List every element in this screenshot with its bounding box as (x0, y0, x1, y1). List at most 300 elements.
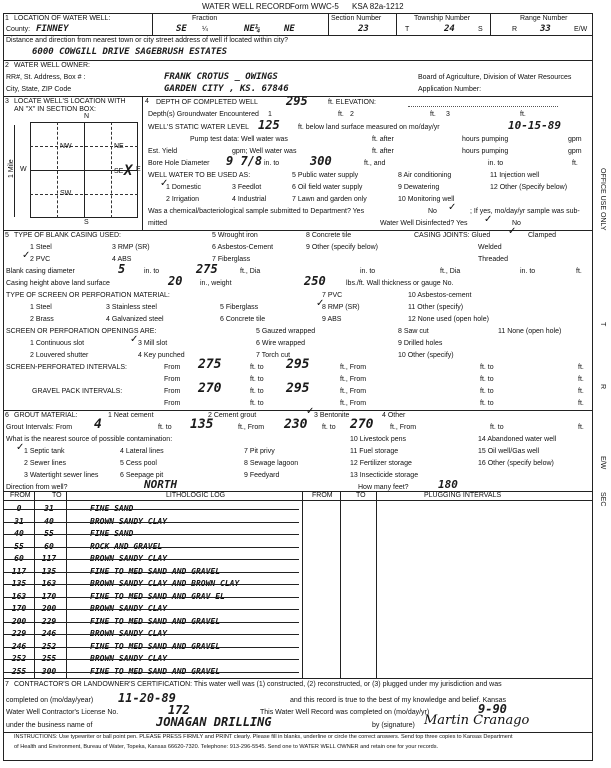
log-to: 246 (41, 629, 57, 638)
use-7: 7 Lawn and garden only (292, 196, 367, 203)
table-row (4, 516, 299, 527)
contam-12: 12 Fertilizer storage (350, 460, 412, 467)
fraction-1: SE (176, 24, 187, 34)
opening-11: 11 None (open hole) (498, 328, 562, 335)
gw-2: 2 (350, 111, 354, 118)
yield-gpm: gpm; Well water was (232, 148, 297, 155)
s1-number: 1 (5, 15, 9, 22)
weight-label: in., weight (200, 280, 232, 287)
casing-clamped: Clamped (528, 232, 557, 239)
record-label: This Water Well Record was completed on (mo/day/yr) (260, 709, 430, 716)
log-to: 117 (41, 554, 57, 563)
log-h-from2: FROM (312, 492, 333, 499)
casing-6: 6 Asbestos-Cement (212, 244, 274, 251)
use-11: 11 Injection well (490, 172, 540, 179)
spi-ft-end: ft. (578, 364, 584, 371)
use-label: WELL WATER TO BE USED AS: (148, 172, 251, 179)
static-value: 125 (258, 118, 280, 132)
diam-in-to-3: in. to (520, 268, 536, 275)
side-sec: SEC (599, 492, 606, 507)
township-value: 24 (444, 24, 455, 34)
gw-label: Depth(s) Groundwater Encountered (148, 111, 259, 118)
contam-14: 14 Abandoned water well (478, 436, 557, 443)
grid-s: S (84, 219, 89, 226)
form-number: Form WWC-5 (290, 2, 339, 11)
grout-1: 1 Neat cement (108, 412, 154, 419)
gi-ft-to-1: ft. to (158, 424, 172, 431)
completed-label: completed on (mo/day/year) (6, 697, 94, 704)
log-description: BROWN SANDY CLAY (90, 629, 168, 638)
opening-2: 2 Louvered shutter (30, 352, 89, 359)
contam-11: 11 Fuel storage (350, 448, 399, 455)
chem-no-checkmark-icon: ✓ (448, 202, 457, 213)
diam-ft-dia: ft., Dia (240, 268, 261, 275)
log-h-to: TO (52, 492, 62, 499)
log-to: 60 (44, 541, 54, 551)
pump-label: Pump test data: Well water was (190, 136, 288, 143)
opening-3: 3 Mill slot (138, 340, 168, 347)
pump-hours: hours pumping (462, 136, 509, 143)
table-row (4, 666, 299, 677)
log-description: FINE SAND (90, 504, 134, 513)
s7-number: 7 (5, 681, 9, 688)
fraction-label: Fraction (192, 15, 218, 22)
range-value: 33 (540, 24, 551, 34)
log-from: 117 (11, 566, 27, 576)
range-ew: E/W (574, 26, 588, 33)
gp-ft-from-2: ft., From (340, 388, 367, 395)
gw-1-ft: ft. (338, 111, 344, 118)
spi-ft-from-4: ft., From (340, 376, 367, 383)
log-underline (4, 659, 299, 660)
bentonite-checkmark-icon: ✓ (306, 406, 315, 417)
completed-value: 11-20-89 (118, 691, 176, 705)
chem-label: Was a chemical/bacteriological sample submitted to Department? Yes (148, 208, 365, 215)
owner-value: FRANK CROTUS _ OWINGS (164, 72, 278, 82)
instructions-2: of Health and Environment, Bureau of Water, Topeka, Kansas 66620-7320. Telephone: 913-296-5545. Send one to WATER WELL OWNER and retain one for your records. (14, 744, 439, 750)
bore-in-to: in. to (264, 160, 280, 167)
log-h-from: FROM (10, 492, 31, 499)
log-description: FINE SAND (90, 529, 134, 538)
cert-line-1: CONTRACTOR'S OR LANDOWNER'S CERTIFICATION: This water well was (1) constructed, (2) reconstructed, or (3) plugged under my jurisdiction and was (14, 681, 502, 688)
license-label: Water Well Contractor's License No. (6, 709, 119, 716)
log-underline (4, 534, 299, 535)
grid-e: E (136, 166, 141, 173)
gi-ft-from-2: ft., From (238, 424, 265, 431)
use-4: 4 Industrial (232, 196, 267, 203)
chem-mitted: mitted (148, 220, 168, 227)
log-description: FINE TO MED SAND AND GRAVEL (90, 566, 221, 576)
log-underline (4, 597, 299, 598)
screen-2: 2 Brass (30, 316, 54, 323)
fraction-3: NE (284, 24, 295, 34)
log-description: BROWN SANDY CLAY (90, 516, 168, 526)
contam-13: 13 Insecticide storage (350, 472, 419, 479)
height-value: 20 (168, 274, 183, 288)
use-8: 8 Air conditioning (398, 172, 452, 179)
s3-label: LOCATE WELL'S LOCATION WITH (14, 98, 126, 105)
use-1-checkmark-icon: ✓ (160, 178, 169, 189)
opening-5: 5 Gauzed wrapped (256, 328, 316, 335)
contam-7: 7 Pit privy (244, 448, 275, 455)
septic-checkmark-icon: ✓ (16, 442, 25, 453)
distance-label: Distance and direction from nearest town or city street address of well if located within city? (6, 37, 289, 44)
s2-label: WATER WELL OWNER: (14, 62, 90, 69)
weight-value: 250 (304, 274, 326, 288)
gp-ft-from-4: ft., From (340, 400, 367, 407)
log-underline (4, 634, 299, 635)
log-underline (4, 547, 299, 548)
gi-to-2: 270 (350, 417, 374, 432)
s6-number: 6 (5, 412, 9, 419)
spi-ft-end-2: ft. (578, 376, 584, 383)
spi-from-3-label: From (164, 376, 181, 383)
table-row (4, 616, 299, 627)
dir-value: NORTH (144, 478, 178, 491)
diam-to-value: 275 (196, 262, 218, 276)
screen-7: 7 PVC (322, 292, 343, 299)
use-6: 6 Oil field water supply (292, 184, 363, 191)
log-underline (4, 672, 299, 673)
spi-from-value: 275 (198, 357, 222, 372)
gp-ft-end-2: ft. (578, 400, 584, 407)
casing-1: 1 Steel (30, 244, 52, 251)
log-description: FINE TO MED SAND AND GRAV EL (90, 591, 225, 601)
grid-mile: 1 Mile (8, 159, 15, 178)
diam-ft-end: ft. (576, 268, 582, 275)
use-1: 1 Domestic (166, 184, 202, 191)
contam-8: 8 Sewage lagoon (244, 460, 299, 467)
casing-9: 9 Other (specify below) (306, 244, 378, 251)
table-row (4, 541, 299, 552)
application-label: Application Number: (418, 86, 482, 93)
diam-in-to-2: in. to (360, 268, 376, 275)
table-row (4, 628, 299, 639)
city-label: City, State, ZIP Code (6, 86, 72, 93)
table-row (4, 566, 299, 577)
many-value: 180 (438, 478, 458, 491)
grid-w: W (20, 166, 27, 173)
business-label: under the business name of (6, 722, 93, 729)
chem-if-yes: ; If yes, mo/day/yr sample was sub- (470, 208, 580, 215)
table-row (4, 603, 299, 614)
range-r: R (512, 26, 518, 33)
log-h-litho: LITHOLOGIC LOG (166, 492, 226, 499)
casing-joints-label: CASING JOINTS: Glued (414, 232, 491, 239)
spi-ft-to-1: ft. to (250, 364, 264, 371)
static-date: 10-15-89 (508, 119, 561, 132)
gp-ft-to-4: ft. to (480, 400, 494, 407)
casing-7: 7 Fiberglass (212, 256, 251, 263)
screen-5: 5 Fiberglass (220, 304, 259, 311)
license-value: 172 (168, 703, 190, 717)
gi-ft-from-3: ft., From (390, 424, 417, 431)
section-value: 23 (358, 24, 369, 34)
log-from: 40 (14, 529, 24, 538)
log-to: 229 (41, 616, 57, 626)
log-h-plug: PLUGGING INTERVALS (424, 492, 502, 499)
casing-5: 5 Wrought iron (212, 232, 258, 239)
log-underline (4, 584, 299, 585)
static-label: WELL'S STATIC WATER LEVEL (148, 124, 250, 131)
range-label: Range Number (520, 15, 568, 22)
contam-6: 6 Seepage pit (120, 472, 164, 479)
log-from: 31 (14, 516, 24, 526)
use-3: 3 Feedlot (232, 184, 262, 191)
use-2: 2 Irrigation (166, 196, 200, 203)
s2-number: 2 (5, 62, 9, 69)
log-to: 55 (44, 529, 54, 538)
screen-9: 9 ABS (322, 316, 342, 323)
static-rest: ft. below land surface measured on mo/day/yr (298, 124, 440, 131)
log-description: FINE TO MED SAND AND GRAVEL (90, 616, 221, 626)
screen-10: 10 Asbestos-cement (408, 292, 472, 299)
use-12: 12 Other (Specify below) (490, 184, 568, 191)
diam-in-to: in. to (144, 268, 160, 275)
section-label: Section Number (331, 15, 382, 22)
diam-ft-dia-2: ft., Dia (440, 268, 461, 275)
gi-label: Grout Intervals: From (6, 424, 73, 431)
log-from: 163 (11, 591, 27, 601)
log-to: 31 (44, 504, 54, 513)
gi-ft-end: ft. (578, 424, 584, 431)
log-underline (4, 522, 299, 523)
screen-4: 4 Galvanized steel (106, 316, 164, 323)
contam-9: 9 Feedyard (244, 472, 280, 479)
record-date: 9-90 (478, 702, 507, 716)
use-5: 5 Public water supply (292, 172, 359, 179)
casing-pvc-checkmark-icon: ✓ (22, 250, 31, 261)
gw-2-ft: ft. (430, 111, 436, 118)
diam-value: 5 (118, 262, 126, 276)
bore-in-to-2: in. to (488, 160, 504, 167)
ksa-number: KSA 82a-1212 (352, 2, 404, 11)
contam-label: What is the nearest source of possible contamination: (6, 436, 173, 443)
gp-to-value: 295 (286, 381, 310, 396)
spi-ft-from-2: ft., From (340, 364, 367, 371)
spi-from-1-label: From (164, 364, 181, 371)
casing-4: 4 ABS (112, 256, 132, 263)
gi-ft-to-2: ft. to (322, 424, 336, 431)
log-from: 60 (14, 554, 24, 563)
log-from: 252 (11, 654, 27, 663)
grout-4: 4 Other (382, 412, 406, 419)
true-rest: and this record is true to the best of my knowledge and belief. Kansas (290, 697, 506, 704)
dir-label: Direction from well? (6, 484, 68, 491)
table-row (4, 553, 299, 564)
grid-ne: NE (114, 143, 124, 150)
opening-6: 6 Wire wrapped (256, 340, 306, 347)
table-row (4, 653, 299, 664)
screen-rmp-checkmark-icon: ✓ (316, 298, 325, 309)
gi-from-2: 230 (284, 417, 308, 432)
height-label: Casing height above land surface (6, 280, 110, 287)
spi-ft-to-4: ft. to (480, 376, 494, 383)
opening-7: 7 Torch cut (256, 352, 291, 359)
casing-label: TYPE OF BLANK CASING USED: (14, 232, 121, 239)
s4-number: 4 (145, 98, 149, 105)
log-to: 40 (44, 516, 54, 526)
yield-label: Est. Yield (148, 148, 178, 155)
diam-label: Blank casing diameter (6, 268, 75, 275)
s1-label: LOCATION OF WATER WELL: (14, 15, 111, 22)
log-from: 55 (14, 541, 24, 551)
table-row (4, 641, 299, 652)
signature: Martin Cranago (424, 713, 530, 728)
log-to: 170 (41, 591, 57, 601)
screen-label: TYPE OF SCREEN OR PERFORATION MATERIAL: (6, 292, 170, 299)
pump-after: ft. after (372, 136, 394, 143)
log-underline (4, 609, 299, 610)
log-from: 170 (11, 604, 27, 613)
bore-ft-and: ft., and (364, 160, 386, 167)
fraction-quarter: ¼ (202, 26, 208, 33)
gp-from-value: 270 (198, 381, 222, 396)
screen-8: 8 RMP (SR) (322, 304, 360, 311)
grout-3: 3 Bentonite (314, 412, 350, 419)
s3-label2: AN "X" IN SECTION BOX: (14, 106, 96, 113)
mill-slot-checkmark-icon: ✓ (130, 334, 139, 345)
table-row (4, 503, 299, 514)
gp-ft-end: ft. (578, 388, 584, 395)
instructions-1: INSTRUCTIONS: Use typewriter or ball point pen. PLEASE PRESS FIRMLY and PRINT clearly. Please fill in blanks, underline or circle the correct answers. Send top three copies to Kansas Department (14, 734, 513, 740)
log-from: 229 (11, 629, 27, 638)
log-to: 252 (41, 641, 57, 651)
pump-gpm: gpm (568, 136, 582, 143)
contam-16: 16 Other (specify below) (478, 460, 554, 467)
depth-label: DEPTH OF COMPLETED WELL (156, 99, 258, 106)
by-signature-label: by (signature) (372, 722, 415, 729)
disinfected-no: No (512, 220, 521, 227)
log-underline (4, 509, 299, 510)
opening-4: 4 Key punched (138, 352, 185, 359)
log-to: 300 (41, 666, 57, 676)
s3-number: 3 (5, 98, 9, 105)
log-description: FINE TO MED SAND AND GRAVEL (90, 641, 221, 651)
log-to: 163 (41, 579, 57, 588)
gi-ft-to-3: ft. to (490, 424, 504, 431)
yield-hours: hours pumping (462, 148, 509, 155)
side-r: R (599, 384, 606, 390)
log-h-to2: TO (356, 492, 366, 499)
contam-15: 15 Oil well/Gas well (478, 448, 540, 455)
table-row (4, 528, 299, 539)
disinfected-yes-checkmark-icon: ✓ (484, 214, 493, 225)
log-from: 0 (16, 504, 22, 513)
log-underline (4, 647, 299, 648)
many-label: How many feet? (358, 484, 409, 491)
side-t: T (599, 322, 606, 327)
yield-gpm-end: gpm (568, 148, 582, 155)
opening-8: 8 Saw cut (398, 328, 429, 335)
bore-label: Bore Hole Diameter (148, 160, 210, 167)
gi-to-1: 135 (190, 417, 214, 432)
township-s: S (478, 26, 483, 33)
gp-ft-to-3: ft. to (250, 400, 264, 407)
log-to: 255 (41, 654, 57, 663)
address-value: 6000 COWGILL DRIVE SAGEBRUSH ESTATES (32, 47, 228, 57)
log-from: 200 (11, 616, 27, 626)
gp-ft-to-1: ft. to (250, 388, 264, 395)
contam-10: 10 Livestock pens (350, 436, 407, 443)
gp-from-1-label: From (164, 388, 181, 395)
log-from: 255 (11, 666, 27, 676)
screen-12: 12 None used (open hole) (408, 316, 489, 323)
depth-value: 295 (286, 94, 308, 108)
county-value: FINNEY (36, 24, 69, 34)
disinfected-label: Water Well Disinfected? Yes (380, 220, 468, 227)
log-description: BROWN SANDY CLAY AND BROWN CLAY (90, 579, 240, 588)
grid-se: SE (114, 168, 124, 175)
screen-6: 6 Concrete tile (220, 316, 266, 323)
log-description: FINE TO MED SAND AND GRAVEL (90, 666, 221, 676)
log-from: 246 (11, 641, 27, 651)
casing-8: 8 Concrete tile (306, 232, 352, 239)
table-row (4, 591, 299, 602)
opening-10: 10 Other (specify) (398, 352, 454, 359)
rr-label: RR#, St. Address, Box # : (6, 74, 86, 81)
contam-2: 2 Sewer lines (24, 460, 67, 467)
gw-3-ft: ft. (520, 111, 526, 118)
spi-to-value: 295 (286, 357, 310, 372)
contam-1: 1 Septic tank (24, 448, 65, 455)
chem-no: No (428, 208, 437, 215)
s5-number: 5 (5, 232, 9, 239)
log-underline (4, 572, 299, 573)
grid-x-mark: X (124, 163, 133, 179)
grid-nw: NW (60, 143, 72, 150)
bore-value: 9 7/8 (226, 154, 263, 168)
screen-3: 3 Stainless steel (106, 304, 157, 311)
clamped-checkmark-icon: ✓ (508, 226, 517, 237)
log-underline (4, 622, 299, 623)
log-to: 135 (41, 566, 57, 576)
bore-to-value: 300 (310, 154, 332, 168)
openings-label: SCREEN OR PERFORATION OPENINGS ARE: (6, 328, 157, 335)
gi-from-1: 4 (94, 417, 102, 432)
fraction-2: NE¼ (244, 24, 261, 34)
side-office-use: OFFICE USE ONLY (599, 168, 606, 231)
use-9: 9 Dewatering (398, 184, 440, 191)
side-ew: E/W (599, 456, 606, 470)
grid-sw: SW (60, 190, 72, 197)
table-row (4, 578, 299, 589)
bore-ft-end: ft. (572, 160, 578, 167)
gp-ft-to-2: ft. to (480, 388, 494, 395)
form-title: WATER WELL RECORD (202, 2, 291, 11)
business-value: JONAGAN DRILLING (156, 715, 272, 729)
screen-1: 1 Steel (30, 304, 52, 311)
opening-1: 1 Continuous slot (30, 340, 85, 347)
gw-1: 1 (268, 111, 272, 118)
gp-from-3-label: From (164, 400, 181, 407)
casing-welded: Welded (478, 244, 502, 251)
contam-3: 3 Watertight sewer lines (24, 472, 99, 479)
contam-4: 4 Lateral lines (120, 448, 164, 455)
township-label: Township Number (414, 15, 471, 22)
grout-label: GROUT MATERIAL: (14, 412, 78, 419)
grout-2: 2 Cement grout (208, 412, 257, 419)
opening-9: 9 Drilled holes (398, 340, 443, 347)
gw-3: 3 (446, 111, 450, 118)
county-label: County: (6, 26, 31, 33)
grid-n: N (84, 113, 90, 120)
city-value: GARDEN CITY , KS. 67846 (164, 84, 289, 94)
log-description: BROWN SANDY CLAY (90, 654, 168, 663)
township-t: T (405, 26, 410, 33)
log-description: BROWN SANDY CLAY (90, 554, 168, 563)
screen-11: 11 Other (specify) (408, 304, 464, 311)
